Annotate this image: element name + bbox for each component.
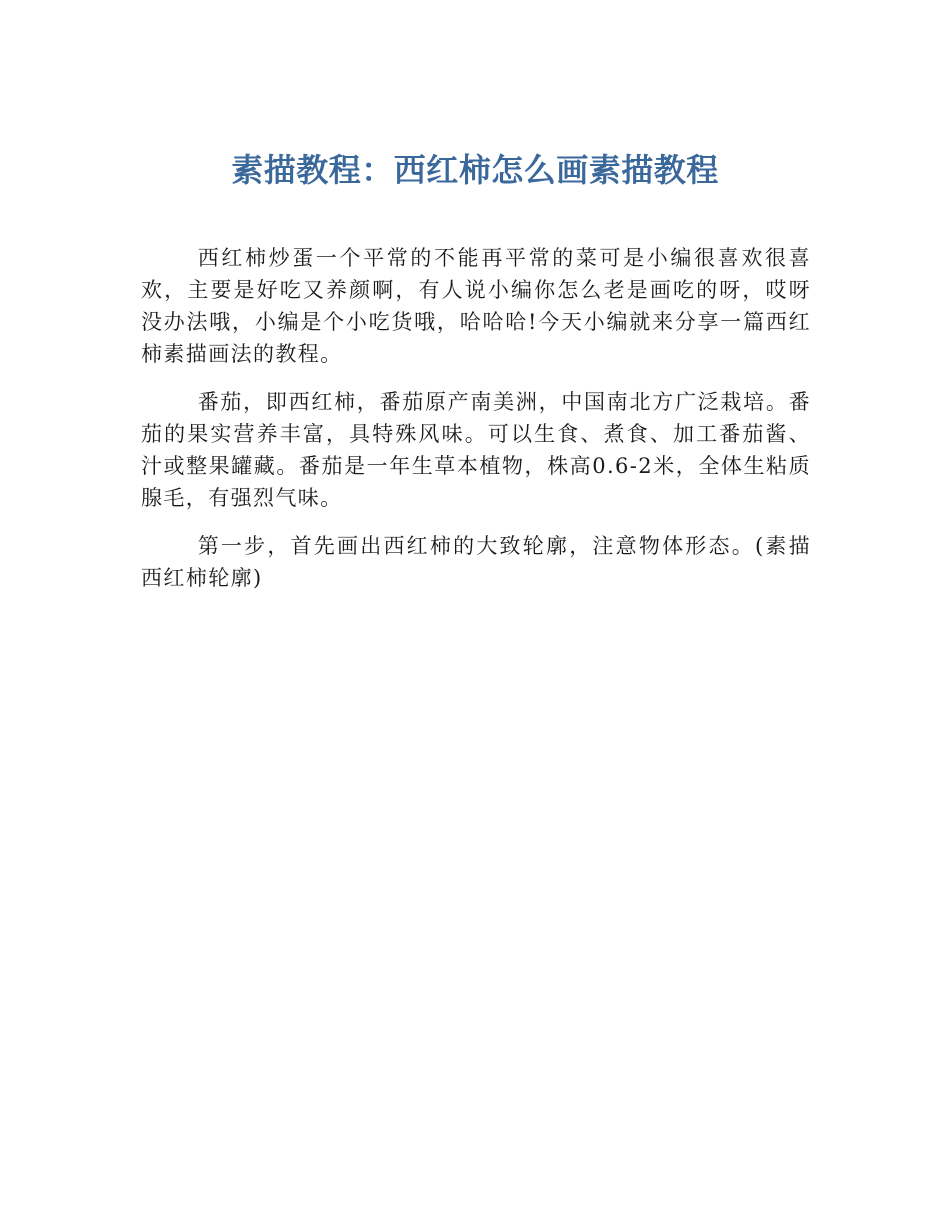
paragraph-tomato-info: 番茄，即西红柿，番茄原产南美洲，中国南北方广泛栽培。番茄的果实营养丰富，具特殊风味。可以生食、煮食、加工番茄酱、汁或整果罐藏。番茄是一年生草本植物，株高0.6-2米，全体生粘质腺毛，有强烈气味。 xyxy=(141,390,811,510)
paragraph-step-one: 第一步，首先画出西红柿的大致轮廓，注意物体形态。(素描西红柿轮廓) xyxy=(141,534,811,590)
document-body xyxy=(141,242,811,594)
paragraph-intro: 西红柿炒蛋一个平常的不能再平常的菜可是小编很喜欢很喜欢，主要是好吃又养颜啊，有人说小编你怎么老是画吃的呀，哎呀没办法哦，小编是个小吃货哦，哈哈哈!今天小编就来分享一篇西红柿素描画法的教程。 xyxy=(141,246,811,366)
document-title: 素描教程：西红柿怎么画素描教程 xyxy=(231,151,719,189)
